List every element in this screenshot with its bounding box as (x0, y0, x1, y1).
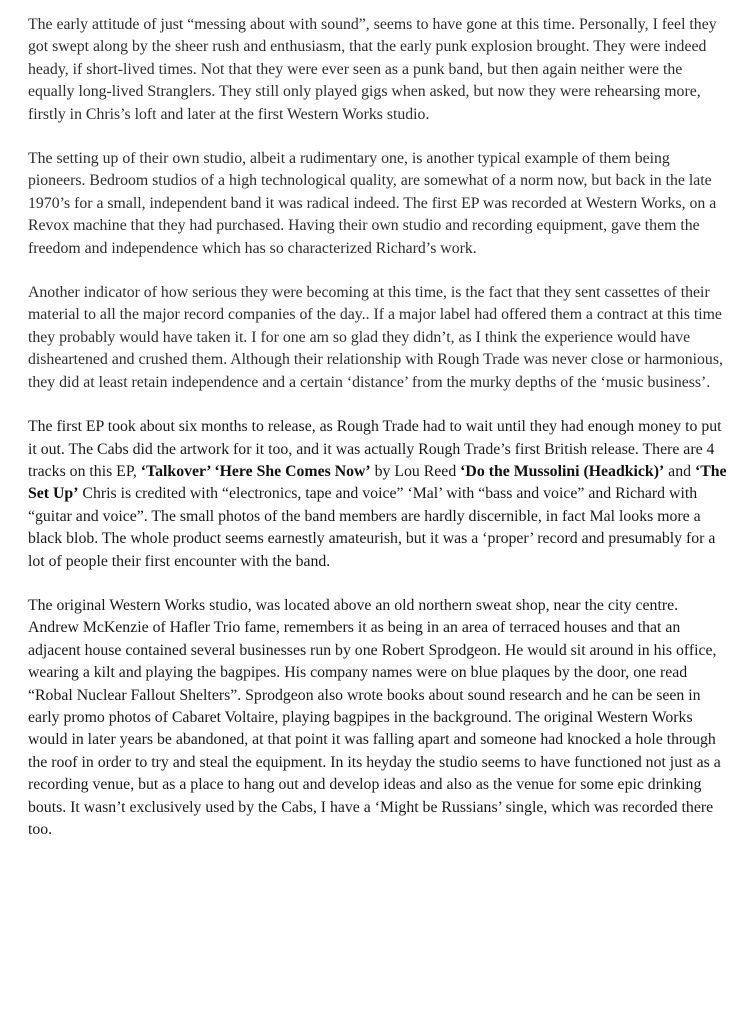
paragraph-4-text-d: Chris is credited with “electronics, tape and voice” ‘Mal’ with “bass and voice” and Richard with “guitar and voice”. The small photos of the band members are hardly discernible, in fact Mal looks more a black blob. The whole product seems earnestly amateurish, but it was a ‘proper’ record and presumably for a lot of people their first encounter with the band. (28, 485, 716, 570)
paragraph-4-text-b: by Lou Reed (370, 462, 461, 480)
track-title-set-up: ‘The Set Up’ (28, 462, 727, 503)
paragraph-4-text-a: The first EP took about six months to release, as Rough Trade had to wait until they had enough money to put it out. The Cabs did the artwork for it too, and it was actually Rough Trade’s first British release. There are 4 tracks on this EP, (28, 418, 722, 480)
paragraph-5 (28, 595, 728, 841)
document-page (28, 14, 728, 863)
paragraph-5-text: The original Western Works studio, was located above an old northern sweat shop, near the city centre. Andrew McKenzie of Hafler Trio fame, remembers it as being in an area of terraced houses and that an adjacent house contained several businesses run by one Robert Sprodgeon. He would sit around in his office, wearing a kilt and playing the bagpipes. His company names were on blue plaques by the door, one read “Robal Nuclear Fallout Shelters”. Sprodgeon also wrote books about sound research and he can be seen in early promo photos of Cabaret Voltaire, playing bagpipes in the background. The original Western Works would in later years be abandoned, at that point it was falling apart and someone had knocked a hole through the roof in order to try and steal the equipment. In its heyday the studio seems to have functioned not just as a recording venue, but as a place to hang out and develop ideas and also as the venue for some epic drinking bouts. It wasn’t exclusively used by the Cabs, I have a ‘Might be Russians’ single, which was recorded there too. (28, 596, 721, 838)
paragraph-2 (28, 148, 728, 260)
paragraph-4-text-c: and (664, 462, 695, 480)
paragraph-1 (28, 14, 728, 126)
paragraph-1-text: The early attitude of just “messing about with sound”, seems to have gone at this time. Personally, I feel they got swept along by the sheer rush and enthusiasm, that the early punk explosion brought. They were indeed heady, if short-lived times. Not that they were ever seen as a punk band, but then again neither were the equally long-lived Stranglers. They still only played gigs when asked, but now they were rehearsing more, firstly in Chris’s loft and later at the first Western Works studio. (28, 16, 717, 123)
track-title-mussolini: ‘Do the Mussolini (Headkick)’ (460, 462, 665, 480)
paragraph-2-text: The setting up of their own studio, albeit a rudimentary one, is another typical example of them being pioneers. Bedroom studios of a high technological quality, are somewhat of a norm now, but back in the late 1970’s for a small, independent band it was radical indeed. The first EP was recorded at Western Works, on a Revox machine that they had purchased. Having their own studio and recording equipment, gave them the freedom and independence which has so characterized Richard’s work. (28, 150, 717, 257)
paragraph-3 (28, 282, 728, 394)
paragraph-4 (28, 416, 728, 573)
paragraph-3-text: Another indicator of how serious they were becoming at this time, is the fact that they sent cassettes of their material to all the major record companies of the day.. If a major label had offered them a contract at this time they probably would have taken it. I for one am so glad they didn’t, as I think the experience would have disheartened and crushed them. Although their relationship with Rough Trade was never close or harmonious, they did at least retain independence and a certain ‘distance’ from the murky depths of the ‘music business’. (28, 284, 723, 391)
track-titles-1: ‘Talkover’ ‘Here She Comes Now’ (140, 462, 371, 480)
